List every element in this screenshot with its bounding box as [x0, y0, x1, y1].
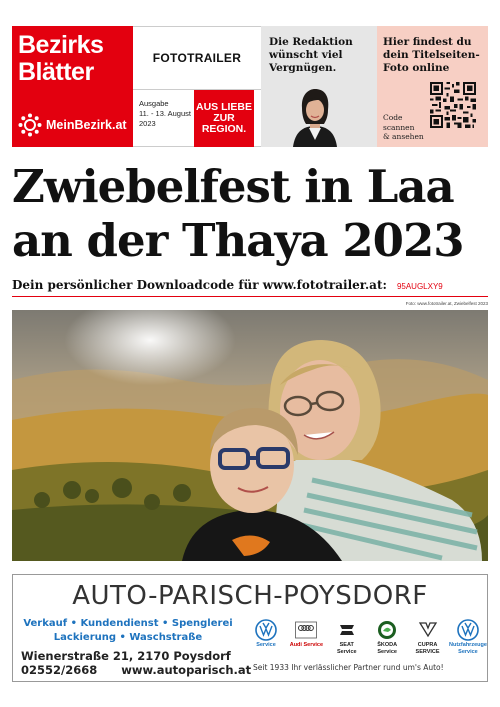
brand-vw-label: Service: [256, 642, 276, 648]
vw-icon: [255, 619, 277, 641]
cupra-icon: [417, 619, 439, 641]
photo-credit: Foto: www.fototrailer.at, Zwiebelfest 2023: [405, 301, 488, 306]
aus-liebe-badge: [194, 90, 254, 147]
ad-contact: [21, 649, 251, 677]
titel-line-3: Foto online: [383, 62, 450, 74]
meinbezirk-sun-icon: [18, 113, 42, 137]
logo-wordmark: [18, 32, 103, 86]
titelseiten-block: [377, 26, 488, 147]
advertisement[interactable]: [12, 574, 488, 682]
scan-hint: [383, 113, 424, 142]
issue-block: [133, 26, 261, 147]
redaktion-line-2: wünscht viel: [269, 49, 343, 61]
ad-phone[interactable]: 02552/2668: [21, 663, 98, 677]
redaktion-block: [261, 26, 377, 147]
divider: [12, 296, 488, 297]
brand-vw-nutzfahrzeuge-label: Nutzfahrzeuge Service: [449, 642, 487, 655]
brand-vw-nutzfahrzeuge: [451, 619, 485, 655]
liebe-line-1: AUS LIEBE: [195, 101, 252, 113]
download-code-row: [12, 278, 443, 292]
brand-audi-label: Audi Service: [289, 642, 324, 648]
brand-seat-label: SEAT Service: [336, 642, 357, 655]
titel-line-1: Hier findest du: [383, 36, 472, 48]
seat-icon: [336, 619, 358, 641]
scan-line-3: & ansehen: [383, 132, 424, 141]
download-label: Dein persönlicher Downloadcode für www.fototrailer.at:: [12, 278, 387, 292]
brand-vw: [249, 619, 283, 649]
logo-line-1: Bezirks: [18, 31, 104, 59]
brand-seat: [330, 619, 364, 655]
download-code[interactable]: 95AUGLXY9: [396, 282, 443, 291]
brand-skoda: [370, 619, 404, 655]
issue-dates: 11. - 13. August: [139, 109, 191, 118]
skoda-icon: [376, 619, 398, 641]
audi-icon: [295, 619, 317, 641]
scan-line-2: scannen: [383, 122, 415, 132]
brand-skoda-label: ŠKODA Service: [377, 642, 398, 655]
titelseiten-text: [383, 36, 480, 75]
scan-line-1: Code: [383, 113, 403, 122]
bezirksblaetter-logo[interactable]: [12, 26, 133, 147]
liebe-line-3: REGION.: [201, 123, 247, 135]
titel-line-2: dein Titelseiten-: [383, 49, 480, 61]
ad-services: [13, 617, 243, 645]
vw-nutzfahrzeuge-icon: [457, 619, 479, 641]
brand-audi: [289, 619, 323, 649]
cover-photo: [12, 310, 488, 561]
page-title: [12, 160, 492, 268]
redaktion-greeting: [269, 36, 353, 75]
masthead: [12, 26, 488, 147]
services-line-2: Lackierung • Waschstraße: [53, 632, 203, 643]
logo-site: [18, 113, 127, 137]
logo-line-2: Blätter: [18, 58, 94, 86]
redaktion-line-3: Vergnügen.: [269, 62, 337, 74]
brand-cupra-label: CUPRA SERVICE: [415, 642, 440, 655]
issue-year: 2023: [139, 119, 156, 128]
ad-tagline: Seit 1933 Ihr verlässlicher Partner rund um's Auto!: [253, 663, 444, 672]
services-line-1: Verkauf • Kundendienst • Spenglerei: [23, 618, 233, 629]
liebe-line-2: ZUR: [213, 112, 235, 124]
qr-code-icon[interactable]: [430, 82, 476, 128]
ad-title: AUTO-PARISCH-POYSDORF: [72, 581, 428, 611]
ad-website[interactable]: www.autoparisch.at: [121, 663, 252, 677]
brand-cupra: [411, 619, 445, 655]
title-line-2: an der Thaya 2023: [12, 214, 464, 267]
ad-address: Wienerstraße 21, 2170 Poysdorf: [21, 649, 231, 663]
editor-portrait: [287, 88, 343, 147]
logo-site-text: MeinBezirk.at: [46, 118, 127, 132]
issue-label: Ausgabe: [139, 99, 169, 108]
redaktion-line-1: Die Redaktion: [269, 36, 353, 48]
brand-logos: [249, 619, 485, 655]
title-line-1: Zwiebelfest in Laa: [12, 160, 454, 213]
fototrailer-label: FOTOTRAILER: [133, 27, 261, 90]
issue-info: [139, 99, 191, 129]
